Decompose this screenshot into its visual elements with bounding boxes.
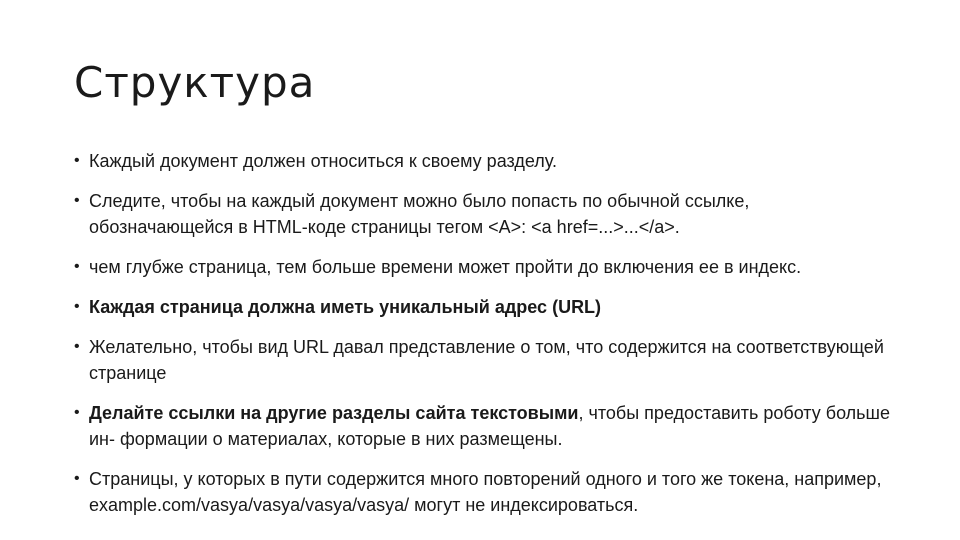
bullet-item [74,466,894,518]
bullet-bold-text: Каждая страница должна иметь уникальный адрес (URL) [89,297,602,317]
bullet-text: чем глубже страница, тем больше времени может пройти до включения ее в индекс. [89,257,802,277]
bullet-item [74,294,894,320]
bullet-text: Желательно, чтобы вид URL давал представление о том, что содержится на соответствующей странице [89,337,884,383]
bullet-dot: • [74,404,80,421]
bullet-text: Страницы, у которых в пути содержится много повторений одного и того же токена, например, example.com/vasya/vasya/vasya/vasya/ могут не индексироваться. [89,469,882,515]
bullet-dot: • [74,258,80,275]
bullet-bold-text: Делайте ссылки на другие разделы сайта текстовыми [89,403,579,423]
bullet-dot: • [74,338,80,355]
bullet-list [74,148,894,532]
slide-title: Структура [74,58,316,107]
bullet-item [74,400,894,452]
bullet-item [74,334,894,386]
bullet-item [74,148,894,174]
bullet-text: , чтобы предоставить роботу больше ин- формации о материалах, которые в них размещены. [89,403,891,449]
bullet-item [74,188,894,240]
bullet-dot: • [74,470,80,487]
bullet-dot: • [74,192,80,209]
bullet-dot: • [74,152,80,169]
bullet-text: Следите, чтобы на каждый документ можно было попасть по обычной ссылке, обозначающейся в HTML-коде страницы тегом <A>: <a href=...>...</a>. [89,191,750,237]
bullet-item [74,254,894,280]
bullet-dot: • [74,298,80,315]
bullet-text: Каждый документ должен относиться к своему разделу. [89,151,557,171]
